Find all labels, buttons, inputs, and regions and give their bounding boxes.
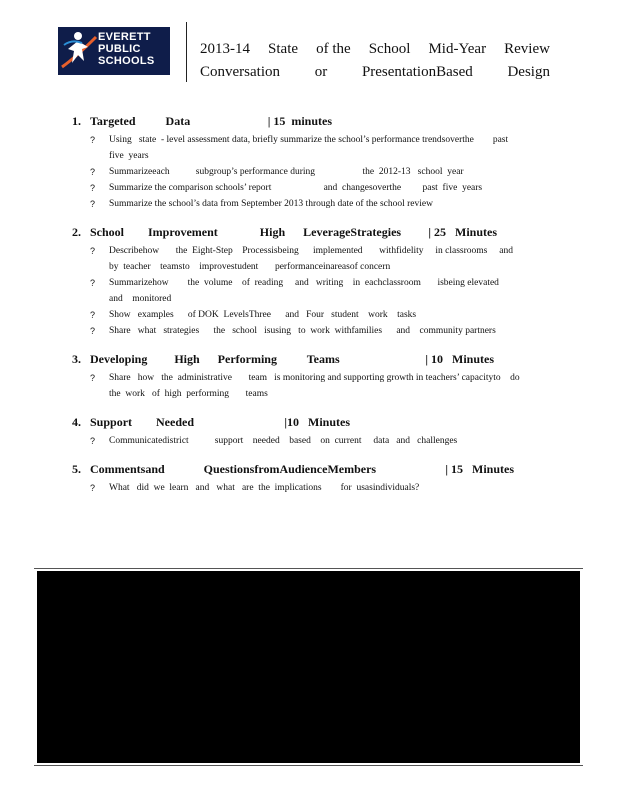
- title-line-2: [200, 61, 550, 84]
- title-word: 2013-14: [200, 41, 250, 57]
- list-item: [72, 370, 525, 402]
- section-time: |10 Minutes: [284, 415, 350, 429]
- section-title: Support Needed: [90, 415, 195, 429]
- section-items: [72, 370, 525, 402]
- section-title: Developing High Performing Teams: [90, 352, 340, 366]
- agenda-sections: [72, 114, 525, 509]
- section-heading: [72, 114, 522, 129]
- logo-figure-head-icon: [74, 32, 82, 40]
- item-text: Summarizehow the volume of reading and writing in eachclassroom isbeing elevated and monitored: [109, 278, 511, 304]
- agenda-section-4: [72, 415, 522, 449]
- bullet-icon: ?: [90, 167, 96, 177]
- bullet-icon: ?: [90, 183, 96, 193]
- section-items: [72, 433, 522, 449]
- section-number: 1.: [72, 114, 81, 128]
- title-word: School: [368, 41, 411, 57]
- section-items: [72, 243, 522, 339]
- section-heading: [72, 415, 522, 430]
- everett-public-schools-logo: [58, 27, 170, 75]
- section-number: 5.: [72, 462, 81, 476]
- list-item: [72, 196, 522, 212]
- section-items: [72, 480, 522, 496]
- title-word: Conversation: [200, 64, 280, 80]
- item-text: What did we learn and what are the implications for usasindividuals?: [109, 483, 420, 493]
- bullet-icon: ?: [90, 326, 96, 336]
- title-word: Mid-Year: [428, 41, 487, 57]
- item-text: Summarizeeach subgroup’s performance during the 2012-13 school year: [109, 167, 464, 177]
- item-text: Share how the administrative team is monitoring and supporting growth in teachers’ capacityto do the work of high performing teams: [109, 373, 525, 399]
- list-item: [72, 307, 522, 323]
- bullet-icon: ?: [90, 436, 96, 446]
- bullet-icon: ?: [90, 278, 96, 288]
- list-item: [72, 164, 522, 180]
- redacted-area: [37, 571, 580, 763]
- item-text: Show examples of DOK LevelsThree and Four student work tasks: [109, 310, 417, 320]
- list-item: [72, 275, 522, 307]
- section-heading: [72, 462, 522, 477]
- section-time: | 25 Minutes: [428, 225, 497, 239]
- title-word: of the: [316, 41, 351, 57]
- agenda-section-2: [72, 225, 522, 339]
- title-word: or: [314, 64, 328, 80]
- title-line-1: [200, 38, 550, 61]
- redaction-frame-top: [34, 568, 583, 569]
- list-item: [72, 480, 522, 496]
- logo-wordmark: [98, 31, 170, 67]
- item-text: Using state - level assessment data, briefly summarize the school’s performance trendsoverthe past five years: [109, 135, 516, 161]
- section-time: | 15 Minutes: [445, 462, 514, 476]
- title-word: Design: [507, 64, 550, 80]
- section-number: 3.: [72, 352, 81, 366]
- bullet-icon: ?: [90, 135, 96, 145]
- bullet-icon: ?: [90, 310, 96, 320]
- section-title: School Improvement High LeverageStrategies: [90, 225, 402, 239]
- section-number: 2.: [72, 225, 81, 239]
- section-time: | 10 Minutes: [425, 352, 494, 366]
- list-item: [72, 180, 522, 196]
- item-text: Communicatedistrict support needed based on current data and challenges: [109, 436, 458, 446]
- bullet-icon: ?: [90, 246, 96, 256]
- title-word: PresentationBased: [361, 64, 473, 80]
- section-title: Targeted Data: [90, 114, 191, 128]
- section-number: 4.: [72, 415, 81, 429]
- section-items: [72, 132, 522, 212]
- item-text: Summarize the comparison schools’ report and changesoverthe past five years: [109, 183, 483, 193]
- title-word: Review: [504, 41, 550, 57]
- item-text: Summarize the school’s data from September 2013 through date of the school review: [109, 199, 433, 209]
- agenda-section-1: [72, 114, 522, 212]
- list-item: [72, 243, 522, 275]
- section-heading: [72, 352, 522, 367]
- logo-line-3: SCHOOLS: [98, 55, 155, 67]
- logo-line-2: PUBLIC: [98, 43, 141, 55]
- item-text: Describehow the Eight-Step Processisbeing implemented withfidelity in classrooms and by teacher teamsto improvestudent performanceinareasof concern: [109, 246, 518, 272]
- header-divider: [186, 22, 187, 82]
- title-word: State: [268, 41, 299, 57]
- redaction-frame-bottom: [34, 765, 583, 766]
- agenda-section-3: [72, 352, 525, 402]
- bullet-icon: ?: [90, 483, 96, 493]
- section-title: Commentsand QuestionsfromAudienceMembers: [90, 462, 377, 476]
- agenda-section-5: [72, 462, 522, 496]
- logo-line-1: EVERETT: [98, 31, 151, 43]
- list-item: [72, 433, 522, 449]
- section-time: | 15 minutes: [267, 114, 332, 128]
- item-text: Share what strategies the school isusing to work withfamilies and community partners: [109, 326, 496, 336]
- document-title: [200, 38, 550, 84]
- bullet-icon: ?: [90, 373, 96, 383]
- list-item: [72, 132, 522, 164]
- list-item: [72, 323, 522, 339]
- bullet-icon: ?: [90, 199, 96, 209]
- section-heading: [72, 225, 522, 240]
